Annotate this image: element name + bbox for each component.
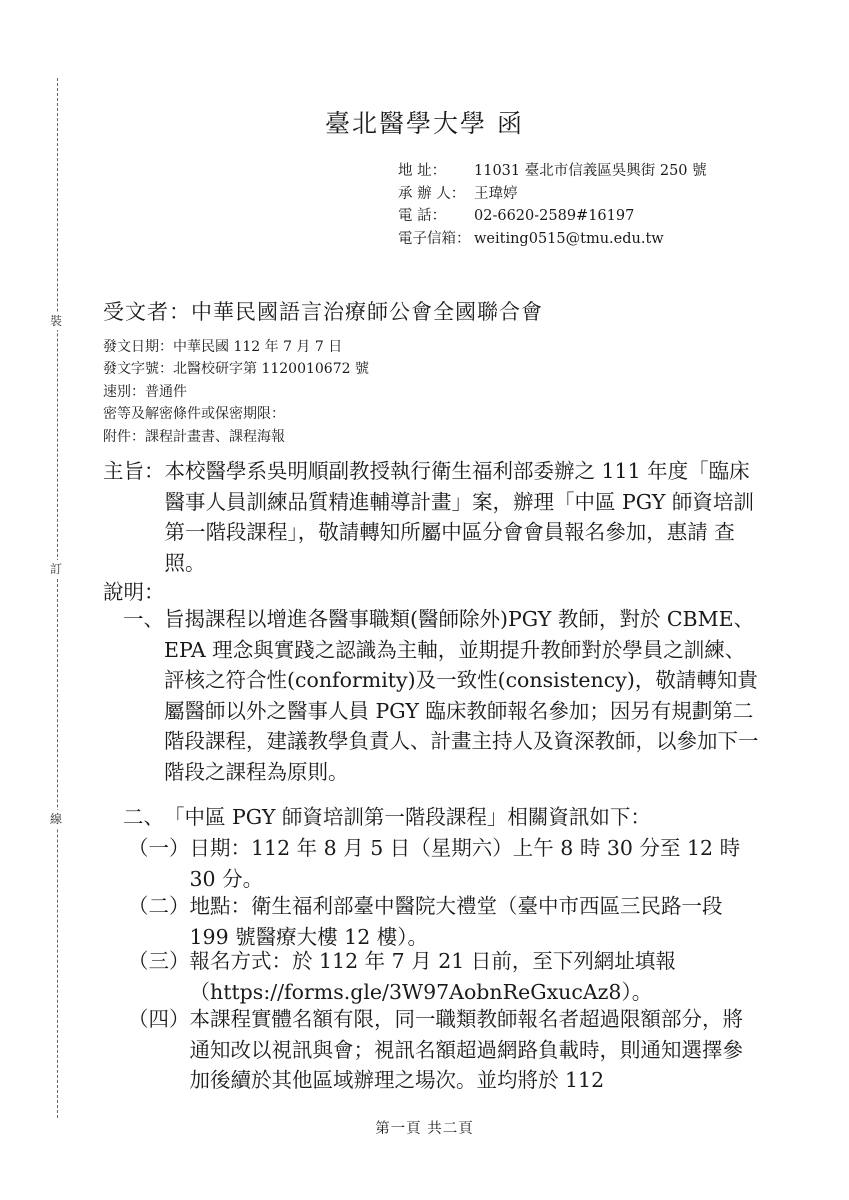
item-number: 一、 bbox=[123, 607, 164, 631]
contact-label: 電子信箱： bbox=[398, 230, 471, 247]
contact-label: 電 話： bbox=[398, 208, 447, 224]
page-footer: 第一頁 共二頁 bbox=[375, 1121, 474, 1137]
document-title: 臺北醫學大學 函 bbox=[325, 109, 524, 138]
sub-item-capacity bbox=[128, 1004, 763, 1096]
item-text: 「中區 PGY 師資培訓第一階段課程」相關資訊如下： bbox=[164, 805, 651, 829]
binding-mark-xian: 線 bbox=[50, 812, 63, 826]
item-text: 報名方式：於 112 年 7 月 21 日前，至下列網址填報（https://forms.gle/3W97AobnReGxucAz8）。 bbox=[189, 949, 676, 1004]
item-number: （二） bbox=[128, 894, 190, 918]
contact-label: 地 址： bbox=[398, 163, 447, 179]
contact-phone bbox=[398, 205, 707, 228]
item-number: （三） bbox=[128, 949, 190, 973]
document-number: 發文字號：北醫校研字第 1120010672 號 bbox=[103, 361, 369, 378]
sub-item-location bbox=[128, 891, 763, 952]
item-text: 旨揭課程以增進各醫事職類(醫師除外)PGY 教師，對於 CBME、EPA 理念與實踐之認識為主軸，並期提升教師對於學員之訓練、評核之符合性(conformity)及一致性(consistency)，敬請轉知貴屬醫師以外之醫事人員 PGY 臨床教師報名參加；因另有規劃第二階段課程，建議教學負責人、計畫主持人及資深教師，以參加下一階段之課程為原則。 bbox=[164, 607, 759, 784]
binding-mark-zhuang: 裝 bbox=[50, 314, 63, 328]
contact-value: 02-6620-2589#16197 bbox=[474, 208, 635, 224]
binding-mark-ding: 訂 bbox=[50, 562, 63, 576]
item-number: （一） bbox=[128, 836, 190, 860]
item-number: 二、 bbox=[123, 805, 164, 829]
item-text: 地點：衛生福利部臺中醫院大禮堂（臺中市西區三民路一段 199 號醫療大樓 12 樓）。 bbox=[189, 894, 723, 949]
explain-item-2 bbox=[123, 802, 763, 833]
contact-value: 王瑋婷 bbox=[474, 185, 518, 202]
confidentiality: 密等及解密條件或保密期限： bbox=[103, 406, 285, 423]
subject-text: 本校醫學系吳明順副教授執行衛生福利部委辦之 111 年度「臨床醫事人員訓練品質精進輔導計畫」案，辦理「中區 PGY 師資培訓第一階段課程」，敬請轉知所屬中區分會會員報名參加，惠請 查照。 bbox=[164, 459, 754, 575]
attachments: 附件：課程計畫書、課程海報 bbox=[103, 428, 285, 445]
recipient: 受文者：中華民國語言治療師公會全國聯合會 bbox=[103, 300, 543, 324]
subject-label: 主旨： bbox=[103, 459, 165, 483]
contact-email bbox=[398, 228, 707, 251]
delivery-speed: 速別：普通件 bbox=[103, 383, 187, 400]
item-text: 本課程實體名額有限，同一職類教師報名者超過限額部分，將通知改以視訊與會；視訊名額超過網路負載時，則通知選擇參加後續於其他區域辦理之場次。並均將於 112 bbox=[189, 1007, 743, 1092]
contact-address bbox=[398, 160, 707, 183]
issue-date: 發文日期：中華民國 112 年 7 月 7 日 bbox=[103, 339, 343, 355]
sub-item-date bbox=[128, 833, 763, 894]
item-number: （四） bbox=[128, 1007, 190, 1031]
sub-item-registration bbox=[128, 946, 763, 1007]
contact-label: 承 辦 人： bbox=[398, 185, 466, 202]
explain-item-1 bbox=[123, 604, 763, 787]
binding-line bbox=[57, 78, 58, 1118]
subject bbox=[103, 456, 763, 578]
meta-block bbox=[103, 336, 369, 448]
contact-handler bbox=[398, 183, 707, 206]
contact-value: weiting0515@tmu.edu.tw bbox=[474, 230, 664, 247]
item-text: 日期：112 年 8 月 5 日（星期六）上午 8 時 30 分至 12 時 30 分。 bbox=[189, 836, 741, 891]
contact-block bbox=[398, 160, 707, 250]
explain-title: 說明： bbox=[103, 580, 165, 604]
contact-value: 11031 臺北市信義區吳興街 250 號 bbox=[474, 163, 707, 179]
